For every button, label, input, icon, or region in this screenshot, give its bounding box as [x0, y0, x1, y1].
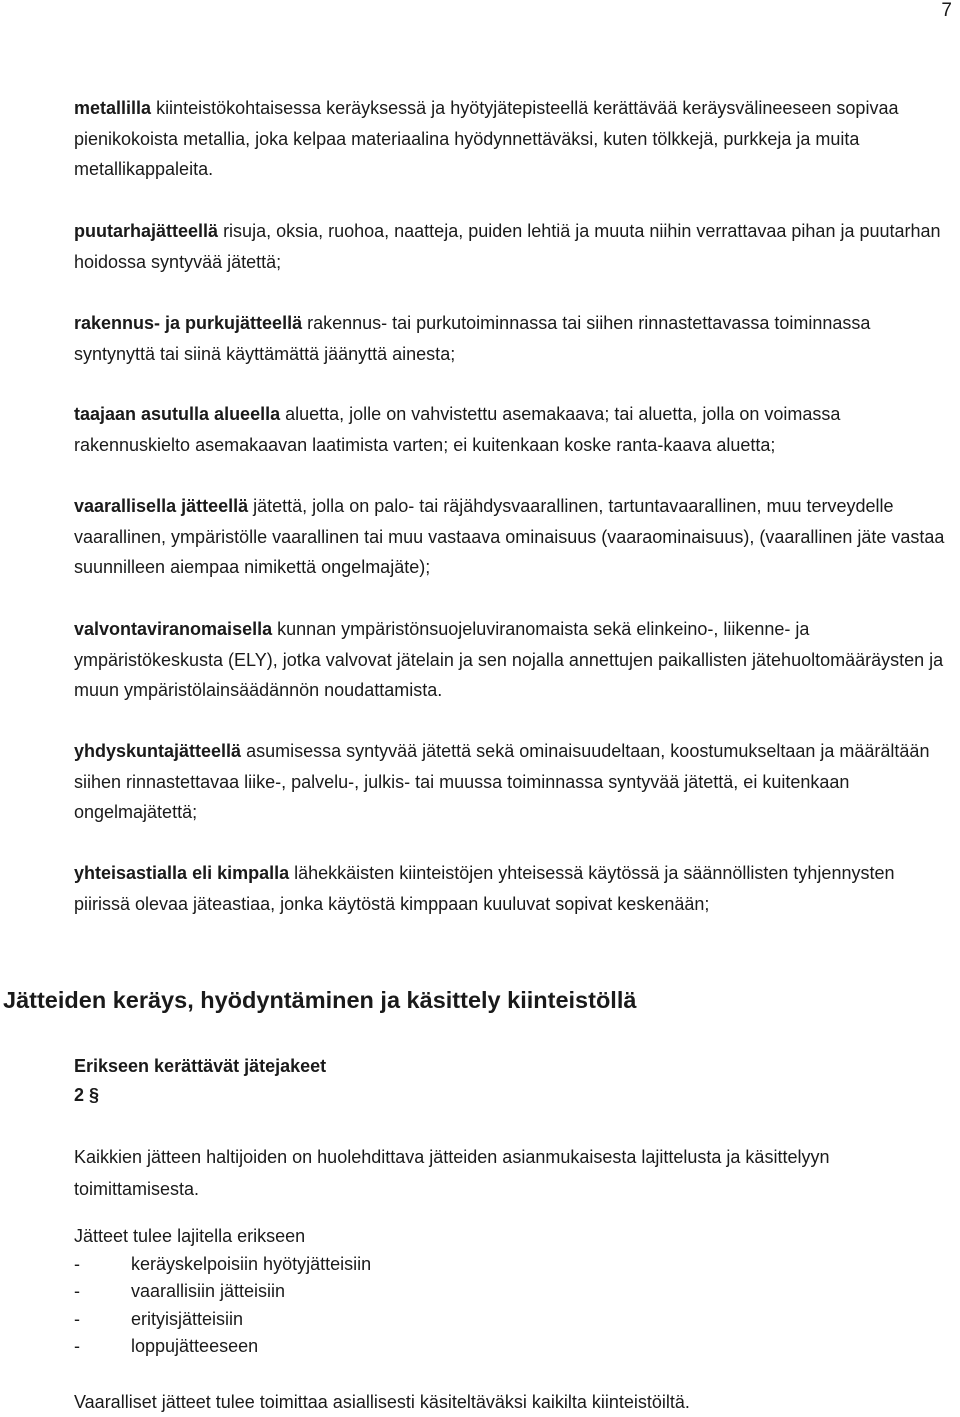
- definition-text: rakennus- tai purkutoiminnassa tai siihen rinnastettavassa toiminnassa syntynyttä tai siinä käyttämättä jäänyttä ainesta;: [74, 313, 871, 364]
- list-item: [74, 1251, 371, 1278]
- definition-valvontaviranomaisella: [74, 614, 954, 706]
- definition-term: puutarhajätteellä: [74, 221, 219, 241]
- list-dash: -: [74, 1308, 80, 1329]
- definition-puutarhajatteella: [74, 216, 954, 277]
- definition-yhteisastialla: [74, 858, 954, 919]
- definition-term: rakennus- ja purkujätteellä: [74, 313, 303, 333]
- definition-term: taajaan asutulla alueella: [74, 404, 281, 424]
- list-item-text: vaarallisiin jätteisiin: [131, 1281, 286, 1302]
- definition-text: risuja, oksia, ruohoa, naatteja, puiden lehtiä ja muuta niihin verrattavaa pihan ja puutarhan hoidossa syntyvää jätettä;: [74, 221, 941, 272]
- definition-metallilla: [74, 93, 954, 185]
- list-dash: -: [74, 1335, 80, 1356]
- definition-term: yhdyskuntajätteellä: [74, 741, 242, 761]
- list-dash: -: [74, 1254, 80, 1274]
- list-item: [74, 1306, 371, 1333]
- definition-term: vaarallisella jätteellä: [74, 496, 249, 516]
- definition-text: kunnan ympäristönsuojeluviranomaista sekä elinkeino-, liikenne- ja ympäristökeskusta (ELY), jotka valvovat jätelain ja sen nojalla annettujen paikallisten jätehuoltomääräysten ja muun ympäristölainsäädännön noudattamista.: [74, 619, 944, 700]
- section-heading: Jätteiden keräys, hyödyntäminen ja käsittely kiinteistöllä: [3, 987, 637, 1013]
- definition-term: valvontaviranomaisella: [74, 619, 273, 639]
- paragraph-sorting-duty: Kaikkien jätteen haltijoiden on huolehdittava jätteiden asianmukaisesta lajittelusta ja käsittelyyn toimittamisesta.: [74, 1147, 830, 1199]
- list-item-text: keräyskelpoisiin hyötyjätteisiin: [131, 1254, 372, 1274]
- definition-term: metallilla: [74, 98, 152, 118]
- definition-yhdyskuntajatteella: [74, 736, 954, 828]
- definition-text: aluetta, jolle on vahvistettu asemakaava; tai aluetta, jolla on voimassa rakennuskielto asemakaavan laatimista varten; ei kuitenkaan koske ranta-kaava aluetta;: [74, 404, 841, 455]
- definition-text: asumisessa syntyvää jätettä sekä ominaisuudeltaan, koostumukseltaan ja määrältään siihen rinnastettavaa liike-, palvelu-, julkis- tai muussa toiminnassa syntyvää jätettä, ei kuitenkaan ongelmajätettä;: [74, 741, 930, 822]
- list-item: [74, 1333, 371, 1360]
- list-item: [74, 1278, 371, 1305]
- definition-text: kiinteistökohtaisessa keräyksessä ja hyötyjätepisteellä kerättävää keräysvälineeseen sopivaa pienikokoista metallia, joka kelpaa materiaalina hyödynnettäväksi, kuten tölkkejä, purkkeja ja muita metallikappaleita.: [74, 98, 899, 179]
- waste-category-list: [74, 1251, 371, 1360]
- definition-vaarallisella-jatteella: [74, 491, 954, 583]
- section-number: 2 §: [74, 1085, 100, 1105]
- list-dash: -: [74, 1281, 80, 1302]
- list-intro: Jätteet tulee lajitella erikseen: [74, 1226, 306, 1246]
- definition-taajaan-asutulla-alueella: [74, 399, 954, 460]
- paragraph-hazardous-waste: Vaaralliset jätteet tulee toimittaa asiallisesti käsiteltäväksi kaikilta kiinteistöiltä.: [74, 1392, 690, 1412]
- list-item-text: loppujätteeseen: [131, 1335, 259, 1356]
- definition-text: jätettä, jolla on palo- tai räjähdysvaarallinen, tartuntavaarallinen, muu terveydelle vaarallinen, ympäristölle vaarallinen tai muu vastaava ominaisuus (vaaraominaisuus), (vaarallinen jäte vastaa suunnilleen aiempaa nimikettä ongelmajäte);: [74, 496, 945, 577]
- definition-text: lähekkäisten kiinteistöjen yhteisessä käytössä ja säännöllisten tyhjennysten piirissä olevaa jäteastiaa, jonka käytöstä kimppaan kuuluvat sopivat keskenään;: [74, 863, 895, 914]
- definition-term: yhteisastialla eli kimpalla: [74, 863, 290, 883]
- list-item-text: erityisjätteisiin: [131, 1308, 244, 1329]
- section-subheading: Erikseen kerättävät jätejakeet: [74, 1056, 327, 1076]
- page-number: 7: [941, 0, 952, 21]
- definition-rakennus-ja-purkujatteella: [74, 308, 954, 369]
